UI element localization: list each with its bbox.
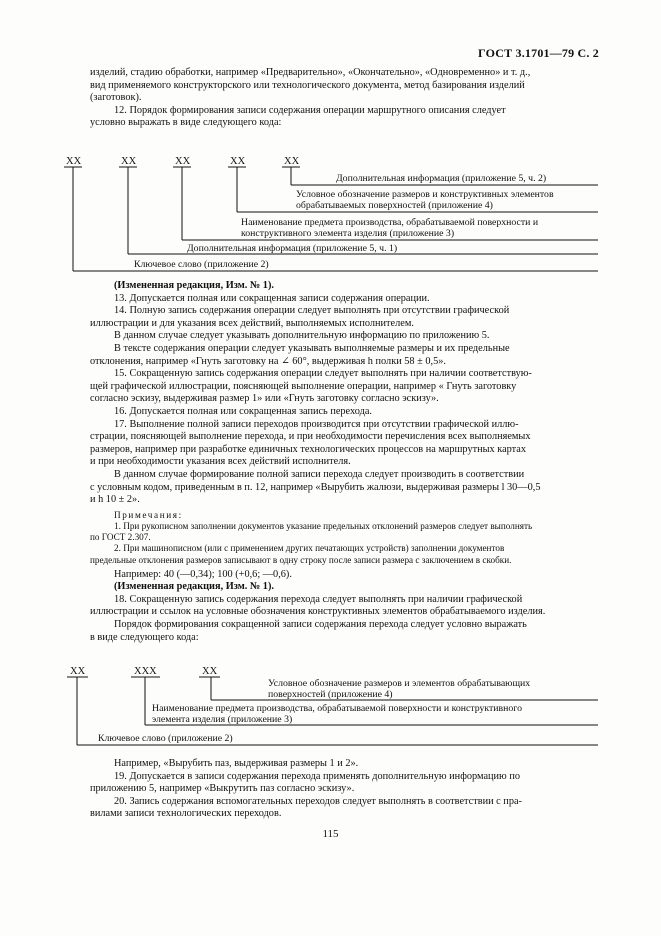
diagram-label: Наименование предмета производства, обрабатываемой поверхности и	[241, 217, 539, 228]
code-diagram-2	[0, 662, 661, 752]
paragraph-18: 18. Сокращенную запись содержания перехода следует выполнять при наличии графической	[114, 593, 523, 605]
code-diagram-1	[0, 150, 661, 275]
code-2: ХХ	[121, 156, 137, 167]
text-block-3	[90, 758, 600, 821]
text-line: иллюстрации и ссылок на условные обозначения конструктивных элементов обрабатываемого изделия.	[90, 606, 546, 618]
text-block-1	[90, 67, 600, 130]
text-line: и при необходимости указания всех действий исполнителя.	[90, 456, 351, 468]
text-line: страции, поясняющей выполнение перехода, и при необходимости перечисления всех выполняемых	[90, 431, 531, 443]
diagram-label: Ключевое слово (приложение 2)	[134, 259, 269, 270]
text-line: размеров, например при разработке единичных технологических процессов на маршрутных картах	[90, 443, 527, 455]
note-line: предельные отклонения размеров записывают в одну строку после записи размера с заключением в скобки.	[90, 554, 512, 565]
paragraph-17: 17. Выполнение полной записи переходов производится при отсутствии графической иллю-	[114, 418, 519, 430]
text-line: и h 10 ± 2».	[90, 494, 140, 506]
diagram-label: Условное обозначение размеров и конструктивных элементов	[296, 189, 554, 200]
page-number: 115	[322, 828, 339, 840]
text-block-2	[90, 280, 600, 644]
code-4: ХХ	[230, 156, 246, 167]
text-line: приложению 5, например «Выкрутить паз согласно эскизу».	[90, 783, 355, 795]
diagram-label: обрабатываемых поверхностей (приложение 4)	[296, 200, 493, 211]
diagram-label: Ключевое слово (приложение 2)	[98, 733, 233, 744]
code-2: ХХХ	[134, 666, 157, 677]
edit-note: (Измененная редакция, Изм. № 1).	[114, 581, 274, 593]
paragraph-15: 15. Сокращенную запись содержания операции следует выполнять при наличии соответствую-	[114, 368, 532, 380]
diagram-label: Условное обозначение размеров и элементов обрабатывающих	[268, 678, 531, 689]
text-line: условно выражать в виде следующего кода:	[90, 117, 282, 129]
example-line: Например, «Вырубить паз, выдерживая размеры 1 и 2».	[114, 758, 359, 769]
notes-title: Примечания:	[114, 509, 183, 520]
text-line: изделий, стадию обработки, например «Предварительно», «Окончательно», «Одновременно» и т. д.,	[90, 67, 531, 78]
paragraph-12: 12. Порядок формирования записи содержания операции маршрутного описания следует	[114, 104, 506, 116]
text-line: в виде следующего кода:	[90, 631, 199, 643]
example-line: Например: 40 (—0,34); 100 (+0,6; —0,6).	[114, 568, 292, 580]
paragraph-14: 14. Полную запись содержания операции следует выполнять при отсутствии графической	[114, 305, 510, 317]
text-line: иллюстрации и для указания всех действий, выполняемых исполнителем.	[90, 317, 414, 329]
code-3: ХХ	[202, 666, 218, 677]
text-line: отклонения, например «Гнуть заготовку на ∠ 60°, выдерживая h полки 58 ± 0,5».	[90, 355, 446, 367]
text-line: Порядок формирования сокращенной записи содержания перехода следует условно выражать	[114, 619, 527, 631]
edit-note: (Измененная редакция, Изм. № 1).	[114, 280, 274, 291]
paragraph-20: 20. Запись содержания вспомогательных переходов следует выполнять в соответствии с пра-	[114, 795, 522, 807]
paragraph-16: 16. Допускается полная или сокращенная запись перехода.	[114, 405, 372, 417]
code-1: ХХ	[66, 156, 82, 167]
paragraph-13: 13. Допускается полная или сокращенная записи содержания операции.	[114, 292, 430, 304]
text-line: согласно эскизу, выдерживая размер 1» или «Гнуть заготовку согласно эскизу».	[90, 393, 439, 405]
text-line: В тексте содержания операции следует указывать выполняемые размеры и их предельные	[114, 342, 510, 354]
note-2: 2. При машинописном (или с применением других печатающих устройств) заполнении документов	[114, 543, 505, 554]
note-line: по ГОСТ 2.307.	[90, 532, 151, 543]
text-line: вилами записи технологических переходов.	[90, 808, 282, 820]
code-3: ХХ	[175, 156, 191, 167]
code-5: ХХ	[284, 156, 300, 167]
diagram-label: элемента изделия (приложение 3)	[152, 714, 293, 725]
text-line: В данном случае следует указывать дополнительную информацию по приложению 5.	[114, 330, 490, 342]
diagram-label: конструктивного элемента изделия (приложение 3)	[241, 228, 455, 239]
diagram-label: поверхностей (приложение 4)	[268, 689, 393, 700]
text-line: с условным кодом, приведенным в п. 12, например «Вырубить жалюзи, выдерживая размеры l 30—0,5	[90, 481, 541, 493]
note-1: 1. При рукописном заполнении документов указание предельных отклонений размеров следует выполнять	[114, 520, 533, 531]
text-line: щей графической иллюстрации, поясняющей выполнение операции, например « Гнуть заготовку	[90, 380, 517, 392]
diagram-label: Наименование предмета производства, обрабатываемой поверхности и конструктивного	[152, 703, 522, 714]
diagram-label: Дополнительная информация (приложение 5, ч. 2)	[336, 173, 547, 184]
page-header: ГОСТ 3.1701—79 С. 2	[478, 46, 599, 60]
code-1: ХХ	[70, 666, 86, 677]
text-line: вид применяемого конструкторского или технологического документа, метод базирования изделий	[90, 79, 525, 91]
diagram-label: Дополнительная информация (приложение 5, ч. 1)	[187, 243, 398, 254]
paragraph-19: 19. Допускается в записи содержания перехода применять дополнительную информацию по	[114, 770, 520, 782]
text-line: В данном случае формирование полной записи перехода следует производить в соответствии	[114, 468, 525, 480]
text-line: (заготовок).	[90, 92, 142, 104]
